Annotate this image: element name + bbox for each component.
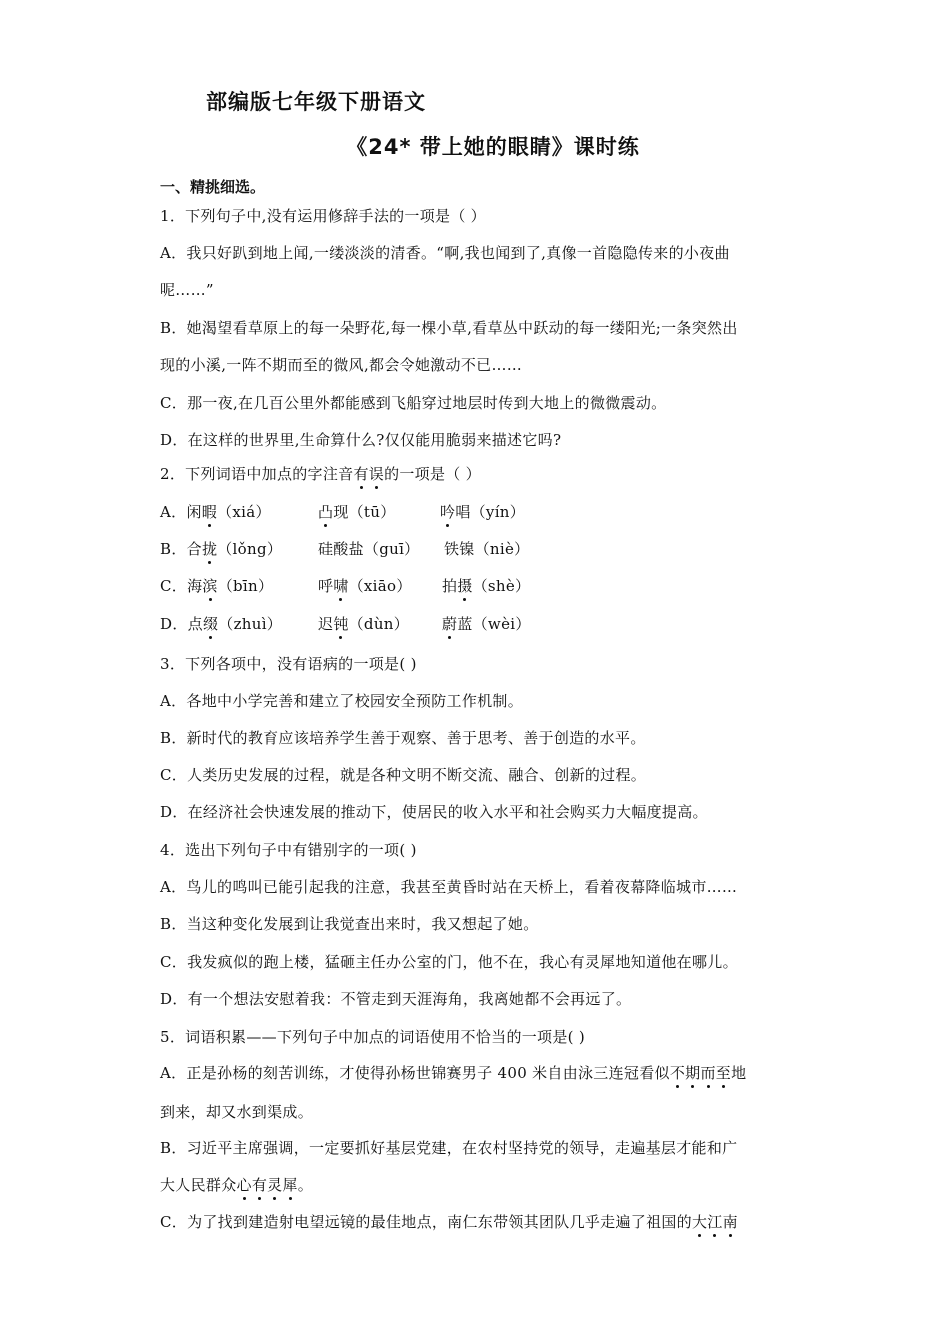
question-3-option-b: B．新时代的教育应该培养学生善于观察、善于思考、善于创造的水平。 (160, 729, 646, 747)
dotted-char: 摄 (457, 577, 473, 595)
document-subtitle: 《24* 带上她的眼睛》课时练 (346, 135, 640, 159)
question-3-stem: 3．下列各项中，没有语病的一项是( ) (160, 655, 417, 673)
dotted-phrase: 不期而至 (669, 1064, 732, 1082)
question-1-option-a-cont: 呢……” (160, 281, 214, 299)
question-1-stem: 1．下列句子中,没有运用修辞手法的一项是（ ） (160, 207, 486, 225)
dotted-emphasis (353, 465, 384, 483)
question-2-stem: 2．下列词语中加点的字注音有误的一项是（ ） (160, 465, 481, 483)
dotted-char: 滨 (202, 577, 218, 595)
dotted-phrase: 大江南 (691, 1213, 738, 1231)
section-heading: 一、精挑细选。 (160, 178, 266, 196)
question-4-option-a: A．鸟儿的鸣叫已能引起我的注意，我甚至黄昏时站在天桥上，看着夜幕降临城市…… (160, 878, 738, 896)
dotted-char: 吟 (440, 503, 456, 521)
question-5-option-b: B．习近平主席强调，一定要抓好基层党建，在农村坚持党的领导，走遍基层才能和广 (160, 1139, 738, 1157)
question-2-option-d: D．点缀（zhuì） 迟钝（dùn） 蔚蓝（wèi） (160, 615, 531, 633)
question-3-option-a: A．各地中小学完善和建立了校园安全预防工作机制。 (160, 692, 524, 710)
question-2-option-a: A．闲暇（xiá） 凸现（tū） 吟唱（yín） (160, 503, 526, 521)
dotted-char: 啸 (333, 577, 349, 595)
question-4-option-d: D．有一个想法安慰着我：不管走到天涯海角，我离她都不会再远了。 (160, 990, 632, 1008)
question-5-stem: 5．词语积累——下列句子中加点的词语使用不恰当的一项是( ) (160, 1028, 586, 1046)
document-title: 部编版七年级下册语文 (206, 90, 426, 114)
question-1-option-b: B．她渴望看草原上的每一朵野花,每一棵小草,看草丛中跃动的每一缕阳光;一条突然出 (160, 319, 738, 337)
dotted-char: 蔚 (442, 615, 458, 633)
question-1-option-a: A．我只好趴到地上闻,一缕淡淡的清香。“啊,我也闻到了,真像一首隐隐传来的小夜曲 (160, 244, 730, 262)
question-2-option-c: C．海滨（bīn） 呼啸（xiāo） 拍摄（shè） (160, 577, 531, 595)
dotted-char: 缀 (202, 615, 219, 633)
dotted-char: 钝 (333, 615, 349, 633)
question-5-option-a-cont: 到来，却又水到渠成。 (160, 1103, 314, 1121)
emphasis-char: 有 (353, 465, 369, 483)
question-5-option-a: A．正是孙杨的刻苦训练，才使得孙杨世锦赛男子 400 米自由泳三连冠看似不期而至地 (160, 1064, 747, 1082)
question-4-option-c: C．我发疯似的跑上楼，猛砸主任办公室的门，他不在，我心有灵犀地知道他在哪儿。 (160, 953, 738, 971)
dotted-char: 拢 (201, 540, 218, 558)
dotted-char: 暇 (201, 503, 218, 521)
question-2-option-b: B．合拢（lǒng） 硅酸盐（guī） 铁镍（niè） (160, 540, 530, 558)
question-4-stem: 4．选出下列句子中有错别字的一项( ) (160, 841, 417, 859)
question-3-option-d: D．在经济社会快速发展的推动下，使居民的收入水平和社会购买力大幅度提高。 (160, 803, 708, 821)
question-5-option-b-cont: 大人民群众心有灵犀。 (160, 1176, 314, 1194)
question-1-option-b-cont: 现的小溪,一阵不期而至的微风,都会令她激动不已…… (160, 356, 523, 374)
emphasis-char: 误 (368, 465, 385, 483)
dotted-phrase: 心有灵犀 (236, 1176, 298, 1194)
question-3-option-c: C．人类历史发展的过程，就是各种文明不断交流、融合、创新的过程。 (160, 766, 647, 784)
question-1-option-d: D．在这样的世界里,生命算什么?仅仅能用脆弱来描述它吗? (160, 431, 562, 449)
question-4-option-b: B．当这种变化发展到让我觉查出来时，我又想起了她。 (160, 915, 539, 933)
question-1-option-c: C．那一夜,在几百公里外都能感到飞船穿过地层时传到大地上的微微震动。 (160, 394, 667, 412)
dotted-char: 凸 (318, 503, 334, 521)
question-5-option-c: C．为了找到建造射电望远镜的最佳地点，南仁东带领其团队几乎走遍了祖国的大江南 (160, 1213, 738, 1231)
